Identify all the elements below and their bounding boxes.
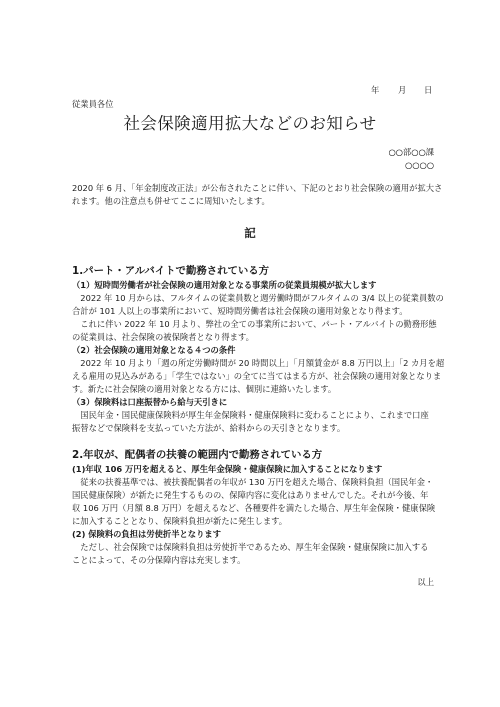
sender-department: ○○部○○課 <box>388 147 434 157</box>
body-line: 収 106 万円（月額 8.8 万円）を超えるなど、各種要件を満たした場合、厚生年金保険・健康保険 <box>72 503 436 513</box>
sender-name: ○○○○ <box>405 160 434 170</box>
section1-sub3-heading: （3）保険料は口座振替から給与天引きに <box>72 397 228 407</box>
body-line: す。新たに社会保険の適用対象となる方には、個別に連絡いたします。 <box>72 384 337 394</box>
intro-line: れます。他の注意点も併せてここに周知いたします。 <box>72 196 270 206</box>
document-title: 社会保険適用拡大などのお知らせ <box>123 114 377 133</box>
date-year: 年 <box>371 85 380 95</box>
body-line: 合計が 101 人以上の事業所において、短時間労働者は社会保険の適用対象となり得ます。 <box>72 306 408 316</box>
closing-text: 以上 <box>417 577 434 587</box>
body-line: ただし、社会保険では保険料負担は労使折半であるため、厚生年金保険・健康保険に加入する <box>72 542 429 552</box>
body-line: これに伴い 2022 年 10 月より、弊社の全ての事業所において、パート・アルバイトの勤務形態 <box>72 319 437 329</box>
section2-sub2-heading: (2) 保険料の負担は労使折半となります <box>72 529 221 539</box>
intro-line: 2020 年 6 月、「年金制度改正法」が公布されたことに伴い、下記のとおり社会保険の適用が拡大さ <box>72 183 443 193</box>
section1-sub2-heading: （2）社会保険の適用対象となる４つの条件 <box>72 345 236 355</box>
section2-heading: 2.年収が、配偶者の扶養の範囲内で勤務されている方 <box>72 449 323 461</box>
body-line: に加入することとなり、保険料負担が新たに発生します。 <box>72 516 288 526</box>
date-day: 日 <box>424 85 433 95</box>
body-line: 2022 年 10 月より「週の所定労働時間が 20 時間以上」「月額賃金が 8.8 万円以上」「2 カ月を超 <box>72 358 445 368</box>
section2-sub1-heading: (1)年収 106 万円を超えると、厚生年金保険・健康保険に加入することになります <box>72 464 383 474</box>
body-line: 2022 年 10 月からは、フルタイムの従業員数と週労働時間がフルタイムの 3/4 以上の従業員数の <box>72 293 444 303</box>
body-line: 国民年金・国民健康保険料が厚生年金保険料・健康保険料に変わることにより、これまで口座 <box>72 410 429 420</box>
ki-heading: 記 <box>244 226 256 240</box>
section2-body <box>72 463 438 567</box>
intro-paragraph <box>72 182 443 208</box>
body-line: の従業員は、社会保険の被保険者となり得ます。 <box>72 332 254 342</box>
section1-body <box>72 279 445 435</box>
body-line: 国民健康保険）が新たに発生するものの、保障内容に変化はありませんでした。それが今後、年 <box>72 490 429 500</box>
body-line: 従来の扶養基準では、被扶養配偶者の年収が 130 万円を超えた場合、保険料負担（国民年金・ <box>72 477 434 487</box>
body-line: 振替などで保険料を支払っていた方法が、給料からの天引きとなります。 <box>72 423 346 433</box>
recipient: 従業員各位 <box>72 99 114 109</box>
body-line: ことによって、その分保障内容は充実します。 <box>72 555 246 565</box>
body-line: える雇用の見込みがある」「学生ではない」の全てに当てはまる方が、社会保険の適用対象となりま <box>72 371 442 381</box>
date-month: 月 <box>398 85 407 95</box>
section1-sub1-heading: （1）短時間労働者が社会保険の適用対象となる事業所の従業員規模が拡大します <box>72 280 377 290</box>
section1-heading: 1.パート・アルバイトで勤務されている方 <box>72 265 270 277</box>
